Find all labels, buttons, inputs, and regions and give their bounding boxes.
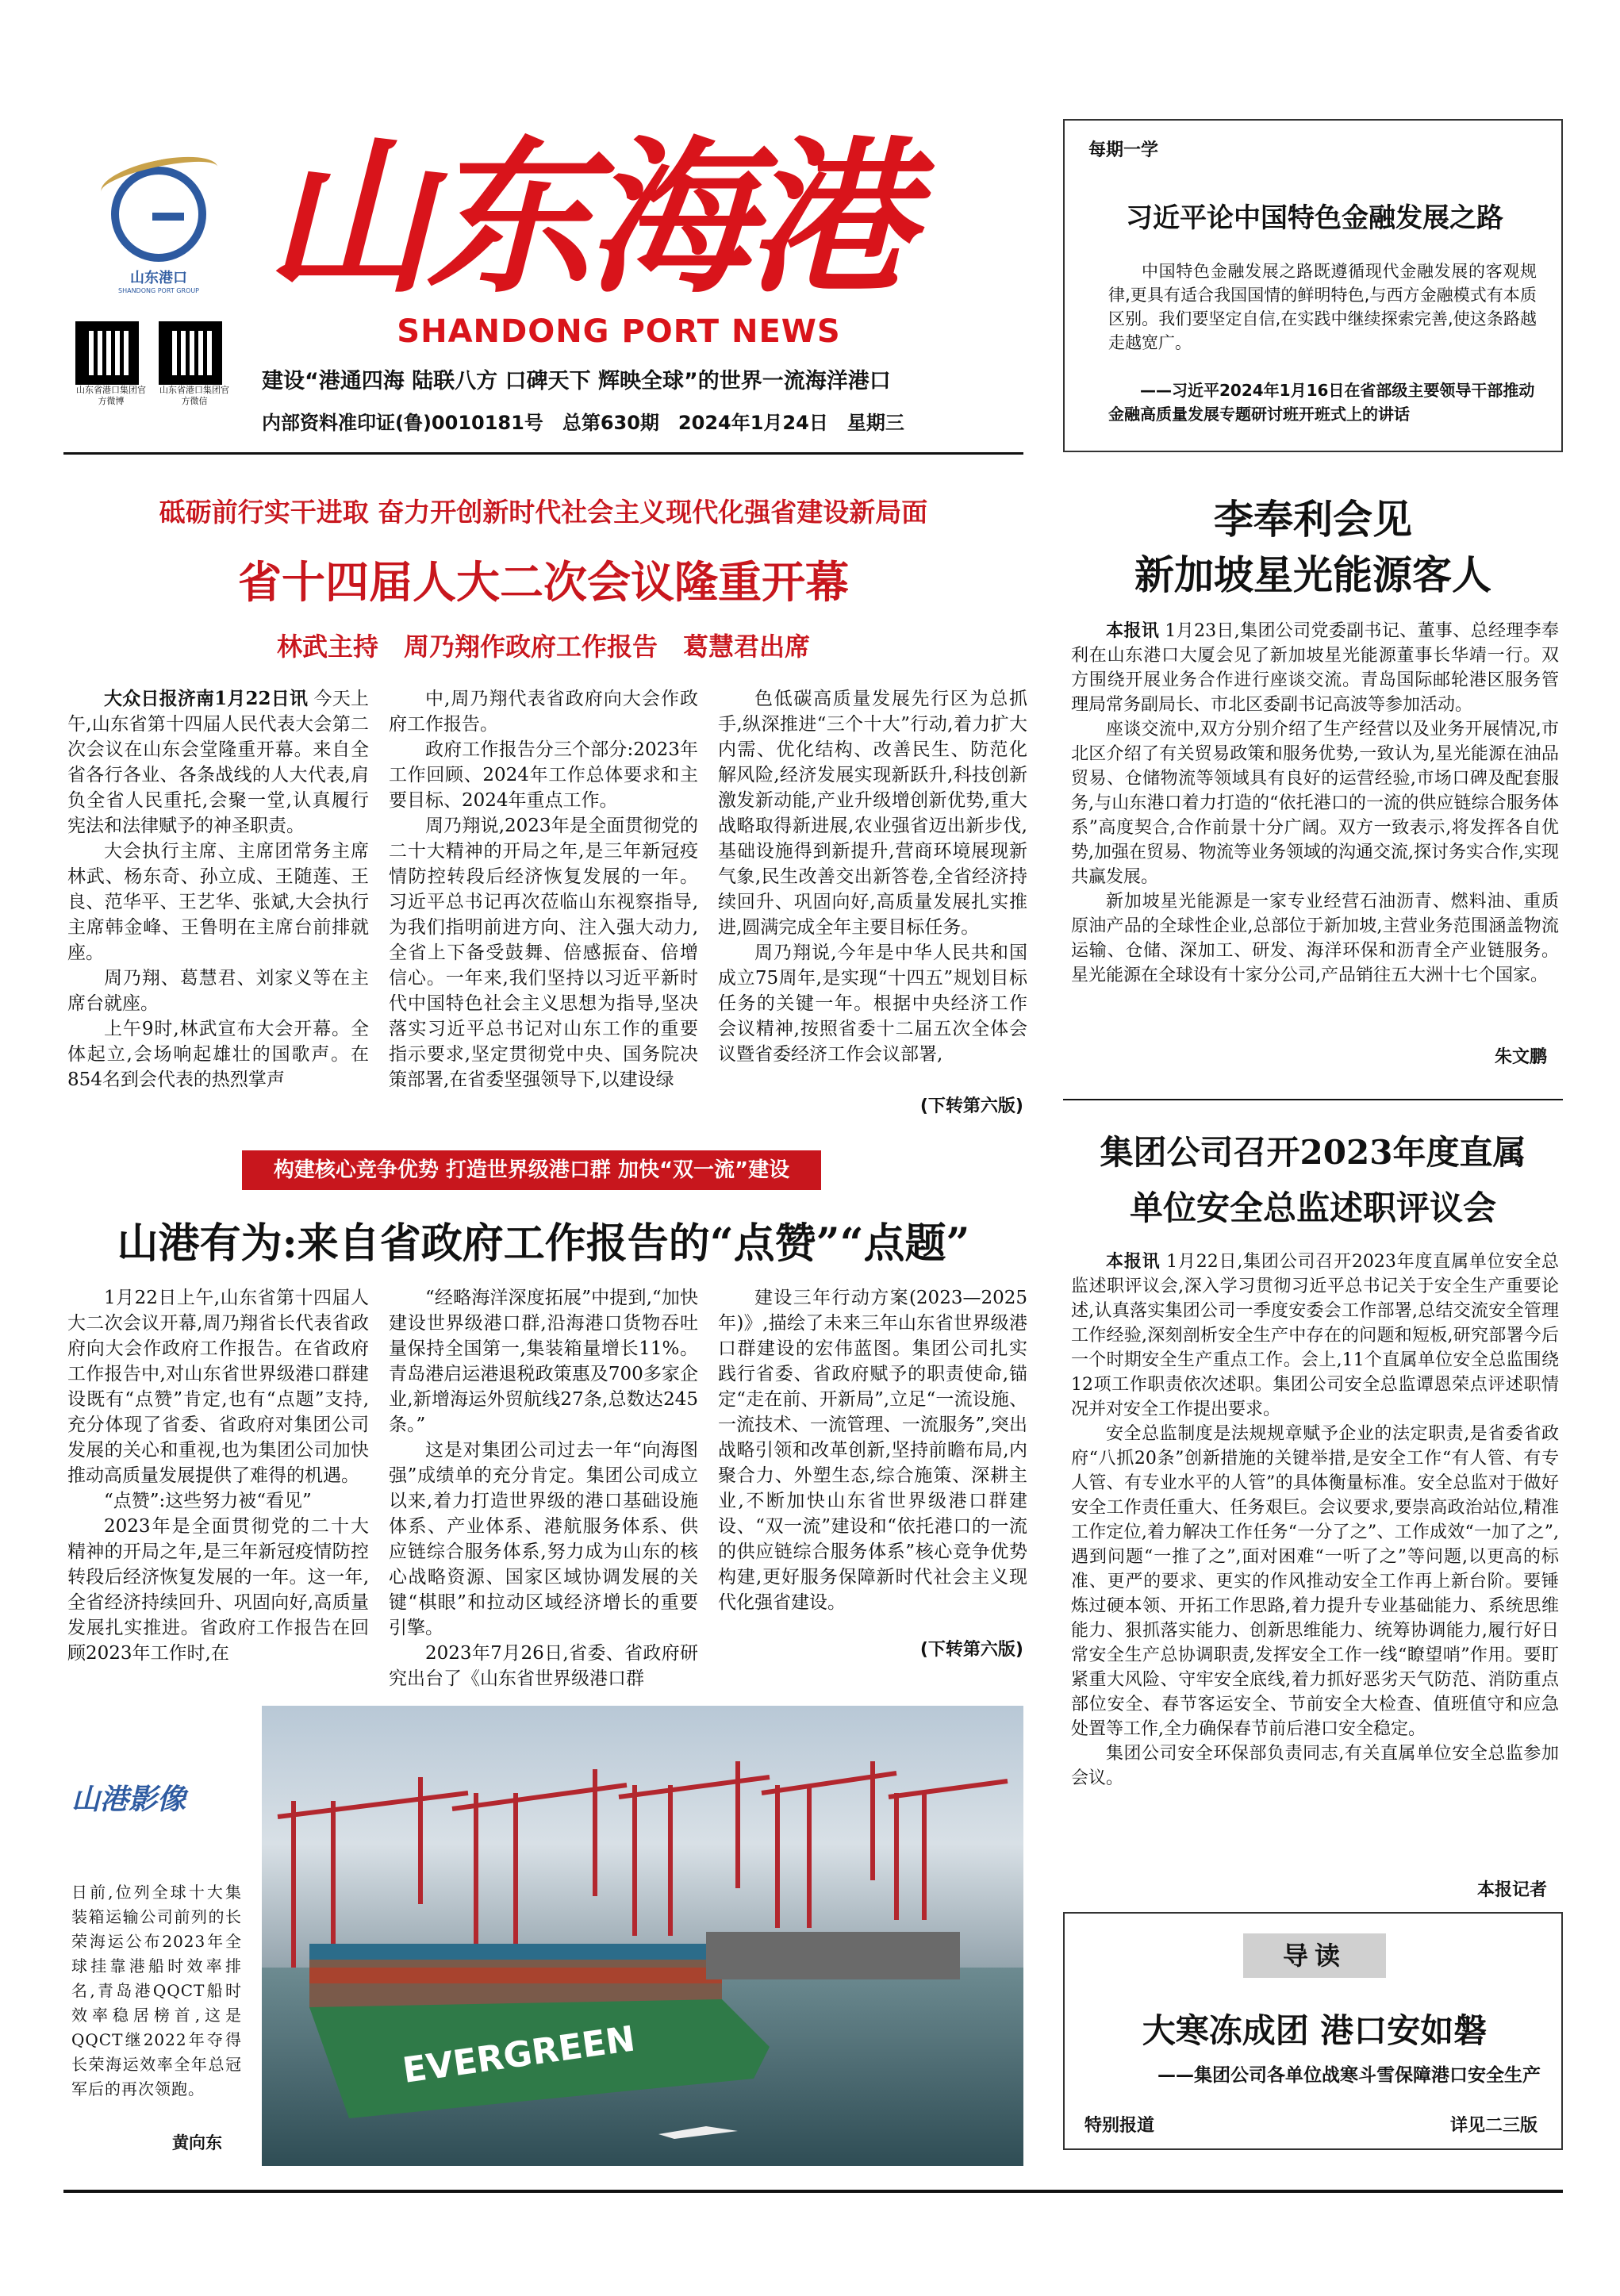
mid-col-3	[718, 1285, 1027, 1615]
study-title: 习近平论中国特色金融发展之路	[1126, 202, 1503, 234]
paragraph: 这是对集团公司过去一年“向海图强”成绩单的充分肯定。集团公司成立以来,着力打造世界级的港口基础设施体系、产业体系、港航服务体系、供应链综合服务体系,努力成为山东的核心战略资源、国家区域协调发展的关键“棋眼”和拉动区域经济增长的重要引擎。	[389, 1440, 698, 1638]
study-tag: 每期一学	[1088, 140, 1159, 160]
divider	[1063, 1099, 1563, 1100]
dateline: 本报讯	[1106, 1251, 1161, 1272]
photo-column-logo: 山港影像	[71, 1783, 186, 1816]
guide-box	[1063, 1912, 1563, 2150]
paragraph: 座谈交流中,双方分别介绍了生产经营以及业务开展情况,市北区介绍了有关贸易政策和服务优势,一致认为,星光能源在油品贸易、仓储物流等领域具有良好的运营经验,市场口碑及配套服务,与山东港口着力打造的“依托港口的一流的供应链综合服务体系”高度契合,合作前景十分广阔。双方一致表示,将发挥各自优势,加强在贸易、物流等业务领域的沟通交流,探讨务实合作,实现共赢发展。	[1071, 720, 1559, 887]
safety-title-2: 单位安全总监述职评议会	[1129, 1188, 1496, 1227]
group-logo	[103, 151, 214, 309]
qr-label: 山东省港口集团官方微信	[159, 385, 229, 406]
mid-col-2	[389, 1285, 698, 1691]
paragraph: 本报讯 1月23日,集团公司党委副书记、董事、总经理李奉利在山东港口大厦会见了新加坡星光能源董事长华靖一行。双方围绕开展业务合作进行座谈交流。青岛国际邮轮港区服务管理局常务副局长、市北区委副书记高波等参加活动。	[1071, 620, 1559, 715]
paragraph: “经略海洋深度拓展”中提到,“加快建设世界级港口群,沿海港口货物吞吐量保持全国第一,集装箱量增长11%。青岛港启运港退税政策惠及700多家企业,新增海运外贸航线27条,总数达245条。”	[389, 1288, 698, 1435]
lead-continued: (下转第六版)	[919, 1096, 1023, 1116]
lead-subtitle: 林武主持 周乃翔作政府工作报告 葛慧君出席	[276, 632, 810, 662]
mid-title: 山港有为:来自省政府工作报告的“点赞”“点题”	[117, 1219, 970, 1268]
paragraph: 1月22日上午,山东省第十四届人大二次会议开幕,周乃翔省长代表省政府向大会作政府工作报告。在省政府工作报告中,对山东省世界级港口群建设既有“点赞”肯定,也有“点题”支持,充分体现了省委、省政府对集团公司发展的关心和重视,也为集团公司加快推动高质量发展提供了难得的机遇。	[67, 1288, 369, 1486]
logo-subtitle: SHANDONG PORT GROUP	[118, 287, 199, 294]
paragraph: 2023年7月26日,省委、省政府研究出台了《山东省世界级港口群	[389, 1643, 698, 1689]
paragraph: 安全总监制度是法规规章赋予企业的法定职责,是省委省政府“八抓20条”创新措施的关键举措,是安全工作“有人管、有专人管、有专业水平的人管”的具体衡量标准。安全总监对于做好安全工作责任重大、任务艰巨。会议要求,要崇高政治站位,精准工作定位,着力解决工作任务“一分了之”、工作成效“一加了之”,遇到问题“一推了之”,面对困难“一听了之”等问题,以更高的标准、更严的要求、更实的作风推动安全工作再上新台阶。要锤炼过硬本领、开拓工作思路,着力提升专业基础能力、系统思维能力、狠抓落实能力、创新思维能力、统筹协调能力,履行好日常安全生产总协调职责,发挥安全工作一线“瞭望哨”作用。要盯紧重大风险、守牢安全底线,着力抓好恶劣天气防范、消防重点部位安全、春节客运安全、节前安全大检查、值班值守和应急处置等工作,全力确保春节前后港口安全稳定。	[1071, 1424, 1559, 1739]
study-quote: 中国特色金融发展之路既遵循现代金融发展的客观规律,更具有适合我国国情的鲜明特色,与西方金融模式有本质区别。我们要坚定自信,在实践中继续探索完善,使这条路越走越宽广。	[1108, 262, 1537, 352]
dateline: 本报讯	[1106, 620, 1160, 641]
paragraph: “点赞”:这些努力被“看见”	[104, 1491, 312, 1511]
guide-title: 大寒冻成团 港口安如磐	[1142, 2011, 1488, 2050]
paragraph: 周乃翔、葛慧君、刘家义等在主席台就座。	[67, 968, 369, 1014]
slogan: 建设“港通四海 陆联八方 口碑天下 辉映全球”的世界一流海洋港口	[262, 369, 891, 394]
paragraph: 大会执行主席、主席团常务主席林武、杨东奇、孙立成、王随莲、王良、范华平、王艺华、张斌,大会执行主席韩金峰、王鲁明在主席台前排就座。	[67, 841, 369, 963]
paragraph: 本报讯 1月22日,集团公司召开2023年度直属单位安全总监述职评议会,深入学习贯彻习近平总书记关于安全生产重要论述,认真落实集团公司一季度安委会工作部署,总结交流安全管理工作经验,深刻剖析安全生产中存在的问题和短板,研究部署今后一个时期安全生产重点工作。会上,11个直属单位安全总监围绕12项工作职责依次述职。集团公司安全总监谭恩荣点评述职情况并对安全工作提出要求。	[1071, 1251, 1559, 1419]
port-photo	[262, 1706, 1023, 2166]
guide-label: 导读	[1243, 1933, 1386, 1978]
paragraph: 集团公司安全环保部负责同志,有关直属单位安全总监参加会议。	[1071, 1744, 1559, 1788]
lead-col-2	[389, 686, 698, 1092]
paragraph: 周乃翔说,今年是中华人民共和国成立75周年,是实现“十四五”规划目标任务的关键一年。根据中央经济工作会议精神,按照省委十二届五次全体会议暨省委经济工作会议部署,	[718, 943, 1027, 1065]
qr-wechat	[159, 321, 230, 407]
masthead-rule	[63, 452, 1023, 455]
lead-kicker: 砥砺前行实干进取 奋力开创新时代社会主义现代化强省建设新局面	[159, 497, 928, 528]
dateline: 大众日报济南1月22日讯	[104, 688, 309, 709]
meet-author: 朱文鹏	[1494, 1047, 1547, 1067]
paragraph: 2023年是全面贯彻党的二十大精神的开局之年,是三年新冠疫情防控转段后经济恢复发展的一年。这一年,全省经济持续回升、巩固向好,高质量发展扎实推进。省政府工作报告在回顾2023年工作时,在	[67, 1516, 369, 1664]
qr-label: 山东省港口集团官方微博	[76, 385, 146, 406]
safety-title-1: 集团公司召开2023年度直属	[1100, 1133, 1526, 1172]
paragraph: 大众日报济南1月22日讯 今天上午,山东省第十四届人民代表大会第二次会议在山东会堂隆重开幕。来自全省各行各业、各条战线的人大代表,肩负全省人民重托,会聚一堂,认真履行宪法和法律赋予的神圣职责。	[67, 688, 370, 836]
safety-author: 本报记者	[1476, 1880, 1547, 1900]
issue-info: 内部资料准印证(鲁)0010181号 总第630期 2024年1月24日 星期三	[262, 412, 904, 434]
safety-body	[1071, 1250, 1559, 1791]
paragraph: 上午9时,林武宣布大会开幕。全体起立,会场响起雄壮的国歌声。在854名到会代表的热烈掌声	[67, 1019, 369, 1090]
meet-title-1: 李奉利会见	[1214, 496, 1412, 543]
meet-body	[1071, 619, 1559, 988]
masthead-title: 山东海港	[266, 120, 908, 316]
study-source: ——习近平2024年1月16日在省部级主要领导干部推动金融高质量发展专题研讨班开班式上的讲话	[1108, 381, 1535, 424]
lead-title: 省十四届人大二次会议隆重开幕	[237, 557, 849, 608]
mid-col-1	[67, 1285, 369, 1666]
paragraph: 周乃翔说,2023年是全面贯彻党的二十大精神的开局之年,是三年新冠疫情防控转段后经济恢复发展的一年。习近平总书记再次莅临山东视察指导,为我们指明前进方向、注入强大动力,全省上下备受鼓舞、倍感振奋、倍增信心。一年来,我们坚持以习近平新时代中国特色社会主义思想为指导,坚决落实习近平总书记对山东工作的重要指示要求,坚定贯彻党中央、国务院决策部署,在省委坚强领导下,以建设绿	[389, 816, 698, 1090]
study-box	[1063, 119, 1563, 452]
paragraph: 建设三年行动方案(2023—2025年)》,描绘了未来三年山东省世界级港口群建设的宏伟蓝图。集团公司扎实践行省委、省政府赋予的职责使命,锚定“走在前、开新局”,立足“一流设施、一流技术、一流管理、一流服务”,突出战略引领和改革创新,坚持前瞻布局,内聚合力、外塑生态,综合施策、深耕主业,不断加快山东省世界级港口群建设、“双一流”建设和“依托港口的一流的供应链综合服务体系”核心竞争优势构建,更好服务保障新时代社会主义现代化强省建设。	[718, 1288, 1027, 1613]
lead-col-3	[718, 686, 1027, 1067]
photo-author: 黄向东	[172, 2133, 222, 2152]
qr-weibo	[75, 321, 147, 407]
meet-title-2: 新加坡星光能源客人	[1134, 551, 1491, 598]
footer-rule	[63, 2190, 1563, 2193]
lead-col-1	[67, 686, 369, 1092]
logo-name: 山东港口	[130, 270, 187, 286]
logo-mark	[111, 167, 206, 262]
paragraph: 色低碳高质量发展先行区为总抓手,纵深推进“三个十大”行动,着力扩大内需、优化结构、改善民生、防范化解风险,经济发展实现新跃升,科技创新激发新动能,产业升级增创新优势,重大战略取得新进展,农业强省迈出新步伐,基础设施得到新提升,营商环境展现新气象,民生改善交出新答卷,全省经济持续回升、巩固向好,高质量发展扎实推进,圆满完成全年主要目标任务。	[718, 689, 1027, 938]
port-photo-graphic	[262, 1706, 1023, 2166]
guide-left[interactable]: 特别报道	[1084, 2116, 1155, 2136]
guide-subtitle: ——集团公司各单位战寒斗雪保障港口安全生产	[1157, 2065, 1541, 2086]
paragraph: 新加坡星光能源是一家专业经营石油沥青、燃料油、重质原油产品的全球性企业,总部位于新加坡,主营业务范围涵盖物流运输、仓储、深加工、研发、海洋环保和沥青全产业链服务。星光能源在全球设有十家分公司,产品销往五大洲十七个国家。	[1071, 892, 1559, 985]
guide-right[interactable]: 详见二三版	[1449, 2116, 1537, 2136]
paragraph: 中,周乃翔代表省政府向大会作政府工作报告。	[389, 689, 698, 735]
ship-text: EVERGREEN	[400, 2018, 638, 2091]
mid-continued: (下转第六版)	[919, 1640, 1023, 1660]
masthead-en-title: SHANDONG PORT NEWS	[397, 313, 841, 350]
qr-code-icon	[75, 321, 139, 385]
mid-banner: 构建核心竞争优势 打造世界级港口群 加快“双一流”建设	[242, 1150, 821, 1190]
photo-caption: 日前,位列全球十大集装箱运输公司前列的长荣海运公布2023年全球挂靠港船时效率排名,青岛港QQCT船时效率稳居榜首,这是QQCT继2022年夺得长荣海运效率全年总冠军后的再次领跑。	[71, 1883, 242, 2098]
paragraph: 政府工作报告分三个部分:2023年工作回顾、2024年工作总体要求和主要目标、2024年重点工作。	[389, 739, 698, 811]
qr-code-icon	[159, 321, 222, 385]
